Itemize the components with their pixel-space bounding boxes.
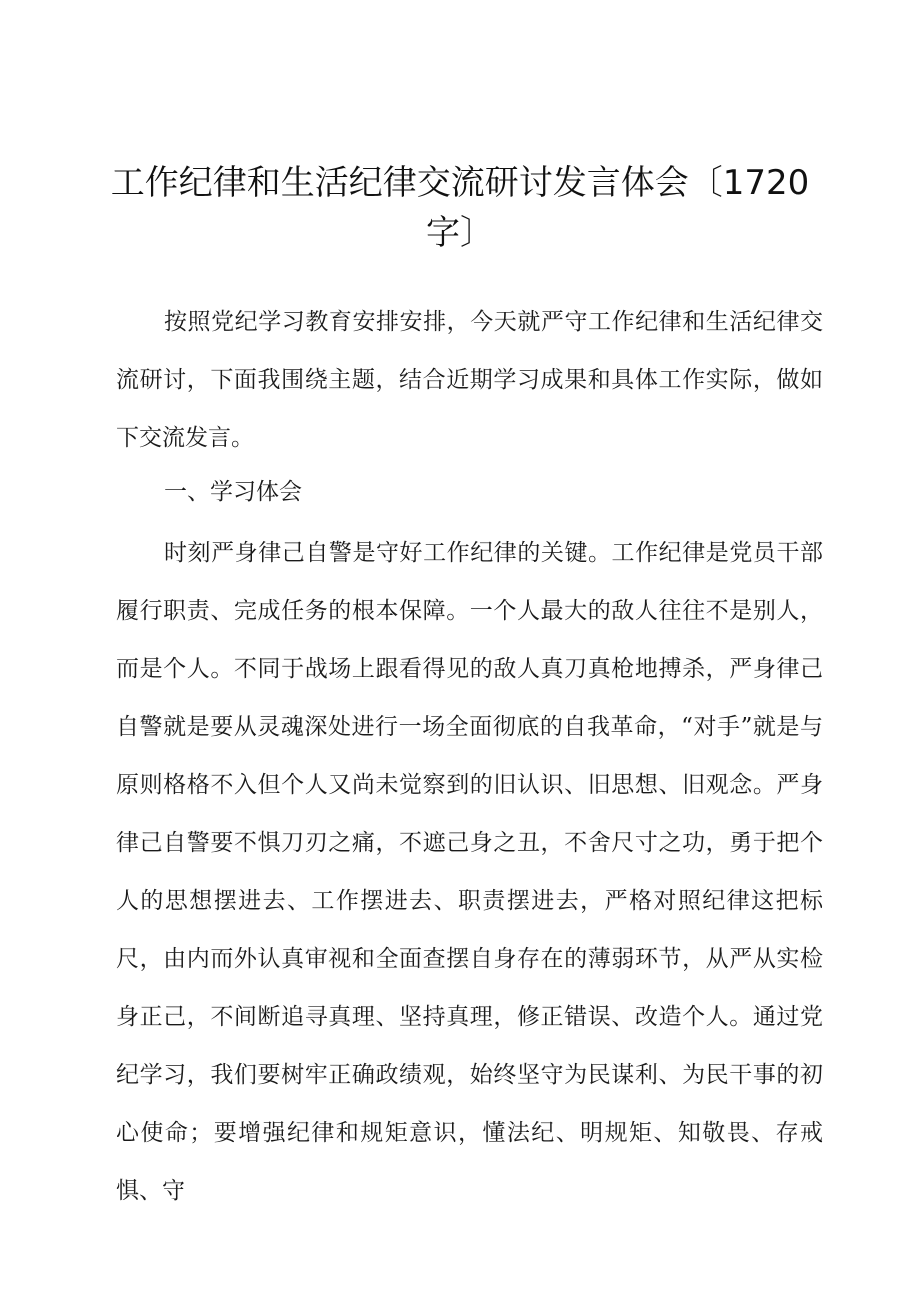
section-paragraph: 时刻严身律己自警是守好工作纪律的关键。工作纪律是党员干部履行职责、完成任务的根本保障。一个人最大的敌人往往不是别人，而是个人。不同于战场上跟看得见的敌人真刀真枪地搏杀，严身律己自警就是要从灵魂深处进行一场全面彻底的自我革命，“对手”就是与原则格格不入但个人又尚未觉察到的旧认识、旧思想、旧观念。严身律己自警要不惧刀刃之痛，不遮己身之丑，不舍尺寸之功，勇于把个人的思想摆进去、工作摆进去、职责摆进去，严格对照纪律这把标尺，由内而外认真审视和全面查摆自身存在的薄弱环节，从严从实检身正己，不间断追寻真理、坚持真理，修正错误、改造个人。通过党纪学习，我们要树牢正确政绩观，始终坚守为民谋利、为民干事的初心使命；要增强纪律和规矩意识，懂法纪、明规矩、知敬畏、存戒惧、守	[116, 540, 823, 1204]
section-heading: 一、学习体会	[164, 479, 302, 505]
document-title: 工作纪律和生活纪律交流研讨发言体会〔1720字〕	[110, 163, 810, 253]
intro-paragraph: 按照党纪学习教育安排安排，今天就严守工作纪律和生活纪律交流研讨，下面我围绕主题，结合近期学习成果和具体工作实际，做如下交流发言。	[116, 309, 823, 451]
